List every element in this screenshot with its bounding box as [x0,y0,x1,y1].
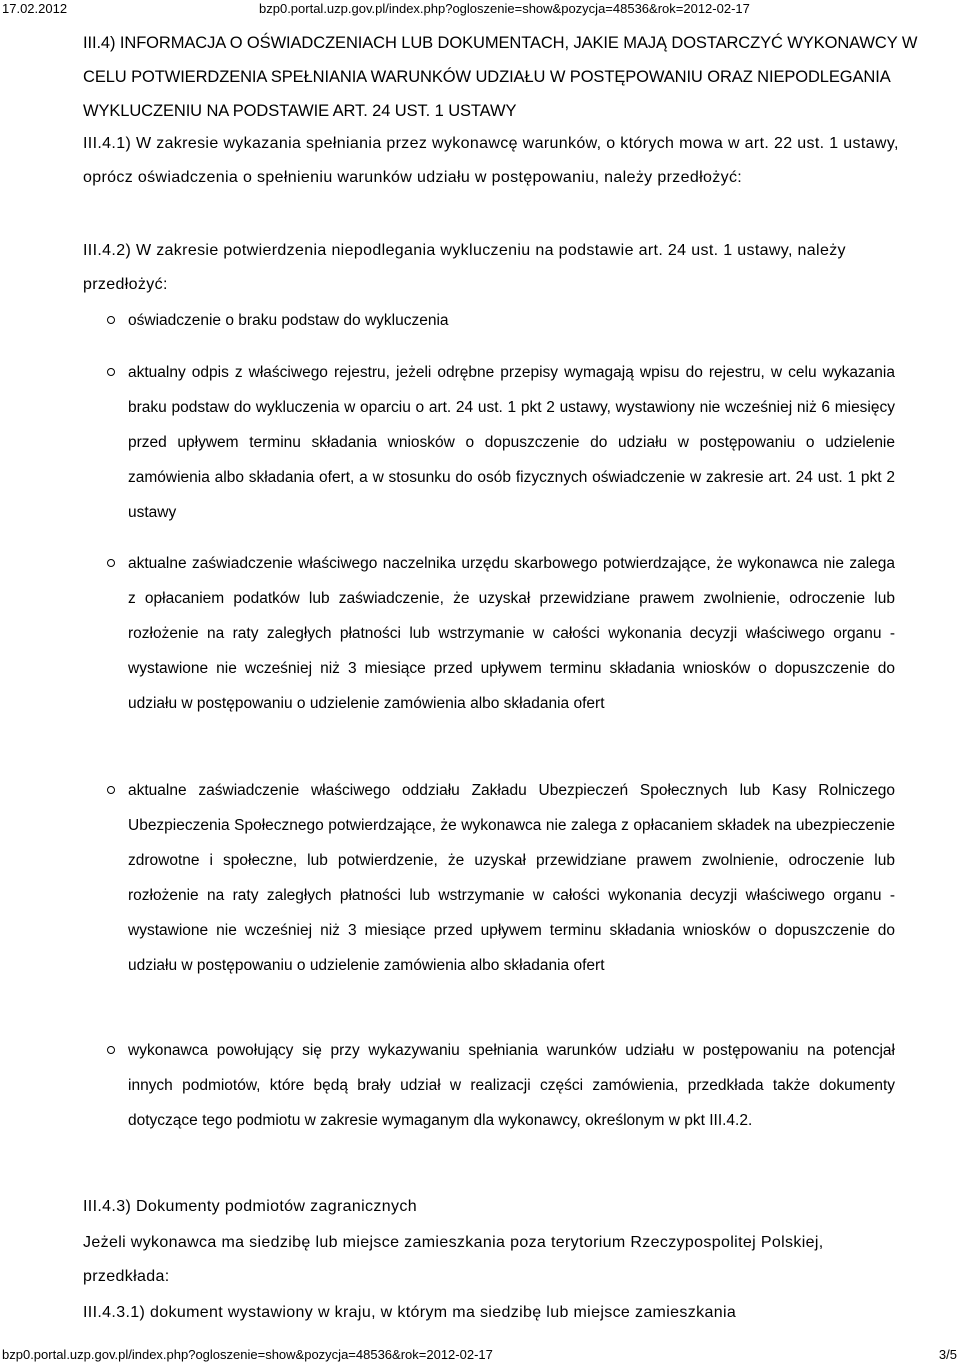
page-number: 3/5 [938,1347,957,1362]
list-item: oświadczenie o braku podstaw do wykluczenia [128,303,895,338]
subsection-iii-4-1: III.4.1) W zakresie wykazania spełniania przez wykonawcę warunków, o których mowa w art. 22 ust. 1 ustawy, oprócz oświadczenia o spełnieniu warunków udziału w postępowaniu, należy przedłożyć: [83,135,899,186]
subsection-iii-4-3-1: III.4.3.1) dokument wystawiony w kraju, w którym ma siedzibę lub miejsce zamieszkania [83,1304,737,1321]
print-date: 17.02.2012 [2,1,68,16]
list-item: aktualne zaświadczenie właściwego oddziału Zakładu Ubezpieczeń Społecznych lub Kasy Rolniczego Ubezpieczenia Społecznego potwierdzające, że wykonawca nie zalega z opłacaniem składek na ubezpieczenie zdrowotne i społeczne, lub potwierdzenie, że uzyskał przewidziane prawem zwolnienie, odroczenie lub rozłożenie na raty zaległych płatności lub wstrzymanie w całości wykonania decyzji właściwego organu - wystawione nie wcześniej niż 3 miesiące przed upływem terminu składania wniosków o dopuszczenie do udziału w postępowaniu o udzielenie zamówienia albo składania ofert [128,773,895,983]
subsection-iii-4-3: III.4.3) Dokumenty podmiotów zagranicznych [83,1198,417,1215]
print-footer [0,1344,960,1364]
foreign-entity-note: Jeżeli wykonawca ma siedzibę lub miejsce zamieszkania poza terytorium Rzeczypospolitej Polskiej, przedkłada: [83,1234,824,1285]
list-item: aktualne zaświadczenie właściwego naczelnika urzędu skarbowego potwierdzające, że wykonawca nie zalega z opłacaniem podatków lub zaświadczenie, że uzyskał przewidziane prawem zwolnienie, odroczenie lub rozłożenie na raty zaległych płatności lub wstrzymanie w całości wykonania decyzji właściwego organu - wystawione nie wcześniej niż 3 miesiące przed upływem terminu składania wniosków o dopuszczenie do udziału w postępowaniu o udzielenie zamówienia albo składania ofert [128,546,895,721]
print-header [0,0,960,20]
print-url: bzp0.portal.uzp.gov.pl/index.php?ogloszenie=show&pozycja=48536&rok=2012-02-17 [259,1,750,16]
subsection-iii-4-2: III.4.2) W zakresie potwierdzenia niepodlegania wykluczeniu na podstawie art. 24 ust. 1 ustawy, należy przedłożyć: [83,242,846,293]
list-item: aktualny odpis z właściwego rejestru, jeżeli odrębne przepisy wymagają wpisu do rejestru, w celu wykazania braku podstaw do wykluczenia w oparciu o art. 24 ust. 1 pkt 2 ustawy, wystawiony nie wcześniej niż 6 miesięcy przed upływem terminu składania wniosków o dopuszczenie do udziału w postępowaniu o udzielenie zamówienia albo składania ofert, a w stosunku do osób fizycznych oświadczenie w zakresie art. 24 ust. 1 pkt 2 ustawy [128,355,895,530]
footer-url: bzp0.portal.uzp.gov.pl/index.php?ogloszenie=show&pozycja=48536&rok=2012-02-17 [2,1347,493,1362]
section-title-iii-4: III.4) INFORMACJA O OŚWIADCZENIACH LUB DOKUMENTACH, JAKIE MAJĄ DOSTARCZYĆ WYKONAWCY W CELU POTWIERDZENIA SPEŁNIANIA WARUNKÓW UDZIAŁU W POSTĘPOWANIU ORAZ NIEPODLEGANIA WYKLUCZENIU NA PODSTAWIE ART. 24 UST. 1 USTAWY [83,34,918,120]
list-item: wykonawca powołujący się przy wykazywaniu spełniania warunków udziału w postępowaniu na potencjał innych podmiotów, które będą brały udział w realizacji części zamówienia, przedkłada także dokumenty dotyczące tego podmiotu w zakresie wymaganym dla wykonawcy, określonym w pkt III.4.2. [128,1033,895,1138]
